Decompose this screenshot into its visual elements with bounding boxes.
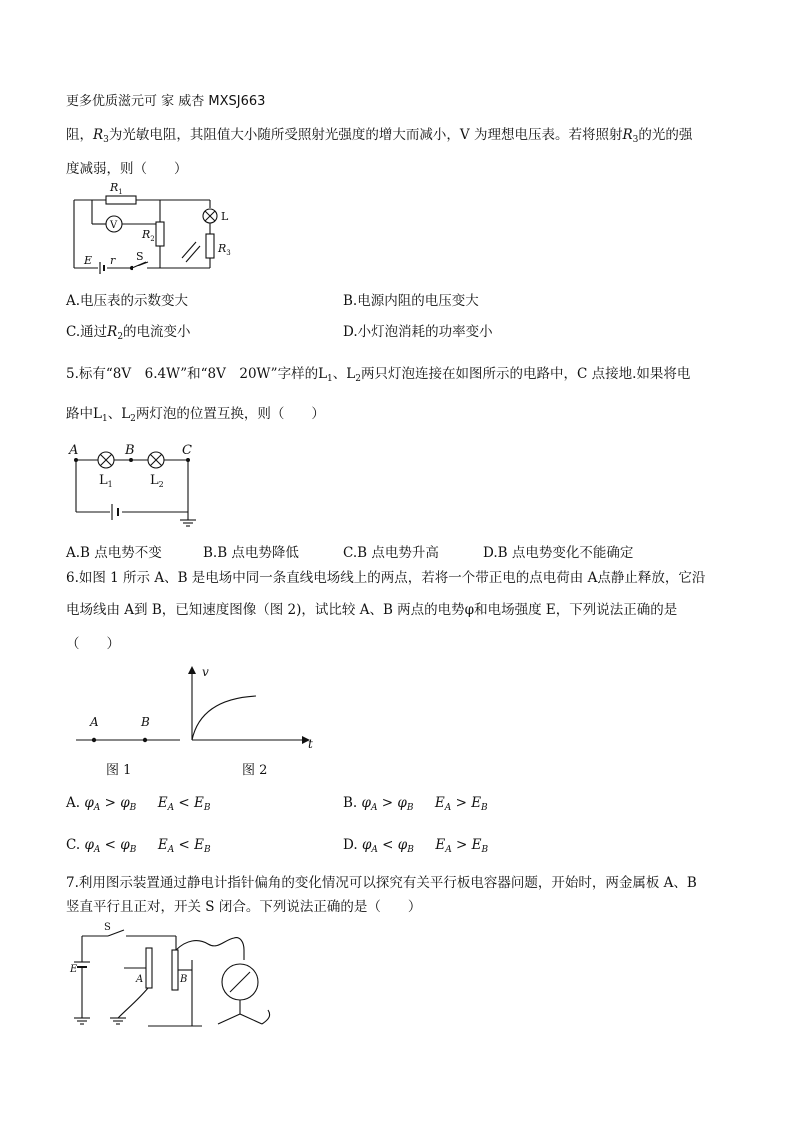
q6-fig2-caption: 图 2 [242, 763, 268, 778]
q6-c-sb: B [129, 845, 137, 855]
q4-option-c-post: 的电流变小 [123, 324, 191, 340]
q6-b-phi2: φ [397, 795, 407, 811]
q5-text-a: 5.标有“8V 6.4W”和“8V 20W”字样的 [66, 366, 319, 382]
q6-b-label: B. [343, 795, 358, 811]
q5-circuit-diagram [68, 440, 200, 530]
q4-line2: 度减弱，则（ ） [66, 161, 188, 177]
q6-b-rel1: > [377, 795, 398, 811]
q4-label-l: L [221, 210, 229, 223]
q5-l2b: L [121, 406, 131, 422]
q4-option-b[interactable]: B.电源内阻的电压变大 [343, 293, 479, 309]
q6-b-sb: B [406, 803, 414, 813]
q6-a-sb2: B [203, 803, 211, 813]
q6-a-phi2: φ [120, 795, 130, 811]
q6-a-sb: B [129, 803, 137, 813]
q6-a-e: E [157, 795, 168, 811]
q6-d-rel1: < [377, 837, 398, 853]
q5-l1: L [318, 366, 328, 382]
q6-option-a[interactable] [66, 795, 211, 813]
q6-d-sb: B [407, 845, 414, 855]
q6-figures [70, 662, 320, 780]
q4-option-d[interactable]: D.小灯泡消耗的功率变小 [343, 324, 493, 340]
q6-d-sb2: B [481, 845, 489, 855]
q7-line1: 7.利用图示装置通过静电计指针偏角的变化情况可以探究有关平行板电容器问题，开始时，两金属板 A、B [66, 875, 697, 891]
q6-d-e: E [435, 837, 446, 853]
q6-b-phi: φ [361, 795, 371, 811]
q6-c-sb2: B [203, 845, 211, 855]
q6-c-sa2: A [167, 845, 175, 855]
q4-r3-sub2: 3 [632, 135, 639, 145]
q5-sep: 、 [332, 366, 347, 382]
q4-circuit-diagram [70, 178, 230, 278]
q6-c-e: E [157, 837, 168, 853]
q6-option-c[interactable] [66, 837, 211, 855]
q7-apparatus-diagram [68, 920, 278, 1035]
q6-c-e2: E [194, 837, 204, 853]
q6-c-sa: A [93, 845, 101, 855]
q4-option-a[interactable]: A.电压表的示数变大 [66, 293, 189, 309]
q5-option-c[interactable]: C.B 点电势升高 [343, 545, 439, 561]
q6-b-e: E [434, 795, 445, 811]
q5-text-c: 路中 [66, 406, 93, 422]
q5-label-l2: $L_2$ [150, 473, 164, 489]
q5-text-d: 两灯泡的位置互换，则（ ） [135, 406, 325, 422]
q4-label-r: r [110, 254, 116, 267]
q7-line2: 竖直平行且正对，开关 S 闭合。下列说法正确的是（ ） [66, 899, 422, 915]
q6-line2: 电场线由 A到 B，已知速度图像（图 2)，试比较 A、B 两点的电势φ和电场强度 E，下列说法正确的是 [66, 602, 678, 618]
q4-r3-sym2: R [622, 127, 633, 143]
q4-label-v: V [110, 220, 118, 231]
q6-a-sa2: A [167, 803, 175, 813]
q6-c-label: C. [66, 837, 81, 853]
q4-line1 [66, 123, 692, 145]
q6-d-sa: A [371, 845, 378, 855]
q4-r3-sym: R [93, 127, 104, 143]
q6-b-e2: E [471, 795, 482, 811]
q5-option-d[interactable]: D.B 点电势变化不能确定 [483, 545, 634, 561]
q5-sep2: 、 [107, 406, 122, 422]
q6-line1: 6.如图 1 所示 A、B 是电场中同一条直线电场线上的两点，若将一个带正电的点电荷由 A点静止释放，它沿 [66, 570, 706, 586]
q4-label-r2: $R_2$ [142, 228, 155, 243]
q5-line1 [66, 362, 690, 384]
q6-a-rel1: > [100, 795, 121, 811]
q5-option-a[interactable]: A.B 点电势不变 [66, 545, 162, 561]
q6-d-phi: φ [361, 837, 372, 853]
q6-line3: （ ） [66, 636, 120, 652]
q4-label-e: E [84, 254, 93, 267]
q4-label-r3: $R_3$ [218, 242, 231, 257]
q6-fig1-caption: 图 1 [106, 763, 132, 778]
q6-d-sa2: A [445, 845, 452, 855]
q5-l2b-sub: 2 [130, 414, 136, 424]
q6-b-sa: A [370, 803, 378, 813]
q4-text-a: 阻， [66, 127, 93, 143]
q5-l2: L [346, 366, 356, 382]
q5-option-b[interactable]: B.B 点电势降低 [203, 545, 299, 561]
page-header: 更多优质滋元可 家 威杏 MXSJ663 [66, 94, 266, 109]
q6-c-phi: φ [84, 837, 94, 853]
q5-label-l1: $L_1$ [99, 473, 113, 489]
q4-r3-sub: 3 [103, 135, 109, 145]
q5-l1b: L [93, 406, 102, 422]
q4-option-c[interactable] [66, 320, 191, 342]
q4-option-c-sub: 2 [117, 332, 124, 342]
q5-label-c: C [182, 443, 192, 458]
q4-text-c: 的光的强 [638, 127, 693, 143]
q6-a-rel2: < [174, 795, 195, 811]
q7-label-s: S [104, 922, 111, 933]
q6-a-phi: φ [84, 795, 94, 811]
q5-text-b: 两只灯泡连接在如图所示的电路中，C 点接地.如果将电 [360, 366, 691, 382]
q6-c-rel1: < [100, 837, 121, 853]
q6-option-d[interactable] [343, 837, 488, 855]
q6-a-sa: A [93, 803, 101, 813]
q6-a-e2: E [194, 795, 204, 811]
q5-l1b-sub: 1 [101, 414, 108, 424]
q6-b-sb2: B [481, 803, 488, 813]
q4-option-c-pre: C.通过 [66, 324, 108, 340]
q6-c-phi2: φ [120, 837, 130, 853]
q4-text-b: 为光敏电阻，其阻值大小随所受照射光强度的增大而减小，V 为理想电压表。若将照射 [108, 127, 623, 143]
q6-label-a: A [90, 715, 99, 729]
q6-d-rel2: > [451, 837, 472, 853]
q4-label-r1: $R_1$ [110, 181, 123, 196]
q6-label-t: t [308, 737, 313, 751]
q6-a-label: A. [66, 795, 81, 811]
q6-d-phi2: φ [397, 837, 408, 853]
q6-b-rel2: > [451, 795, 472, 811]
q7-label-b: B [180, 974, 188, 985]
q5-label-b: B [125, 443, 135, 458]
q7-label-e: E [70, 964, 78, 975]
q5-line2 [66, 402, 325, 424]
q6-option-b[interactable] [343, 795, 488, 813]
q5-l2-sub: 2 [355, 374, 361, 384]
q7-label-a: A [136, 974, 144, 985]
q5-l1-sub: 1 [327, 374, 333, 384]
q6-d-e2: E [471, 837, 482, 853]
q6-label-v: v [202, 665, 209, 679]
q5-label-a: A [69, 443, 79, 458]
q6-d-label: D. [343, 837, 358, 853]
q4-option-c-r: R [107, 324, 118, 340]
q4-label-s: S [136, 250, 144, 263]
q6-b-sa2: A [444, 803, 452, 813]
q6-label-b: B [141, 715, 150, 729]
q6-c-rel2: < [174, 837, 195, 853]
